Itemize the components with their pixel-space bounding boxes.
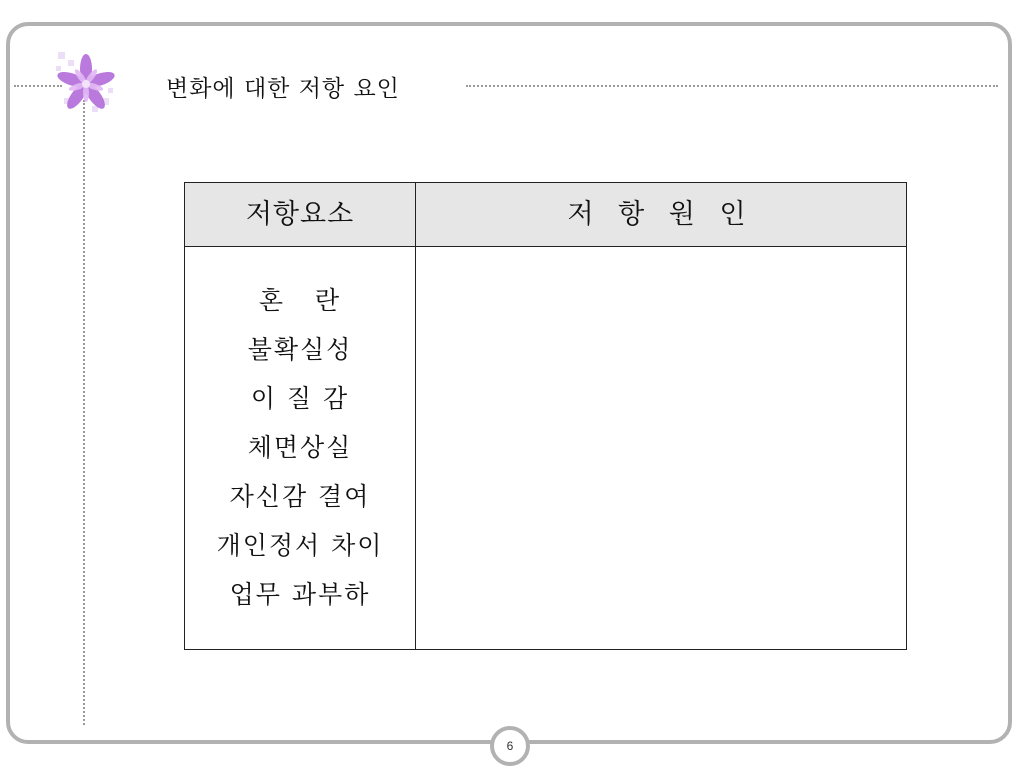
slide-title: 변화에 대한 저항 요인 [166,76,400,102]
factor-item: 체면상실 [247,433,353,462]
flower-icon [52,48,120,116]
factor-list [185,281,415,624]
dotted-rule-left [83,100,85,725]
dotted-rule-top-right [466,85,998,87]
page-number: 6 [490,726,530,766]
header-resistance-cause: 저 항 원 인 [567,199,754,230]
column-divider [415,183,416,649]
factor-item: 개인정서 차이 [216,531,384,560]
factor-item: 업무 과부하 [229,580,371,609]
resistance-table [184,182,907,650]
factor-item: 이 질 감 [250,384,350,413]
factor-item: 불확실성 [247,335,353,364]
factor-item: 혼 란 [258,286,342,315]
header-resistance-factor: 저항요소 [245,199,355,230]
factor-item: 자신감 결여 [229,482,371,511]
